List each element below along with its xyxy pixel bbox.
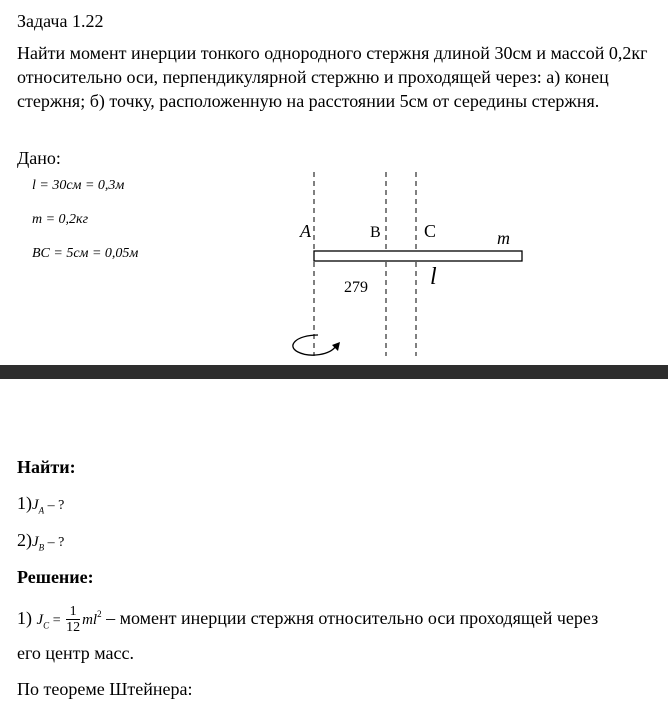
formula-mass: m = 0,2кг [32,212,89,227]
find-item-2-subscript: B [38,542,45,553]
label-point-a: A [300,221,311,241]
solution-line-1-text: – момент инерции стержня относительно оси проходящей через [101,608,599,628]
formula-length: l = 30см = 0,3м [32,178,125,193]
find-item-2-number: 2) [17,530,32,550]
find-item-1-subscript: A [38,505,45,516]
find-item-1-number: 1) [17,493,32,513]
solution-equals: = [49,613,65,628]
given-label: Дано: [17,148,61,168]
fraction-denominator: 12 [66,620,81,636]
solution-symbol-j: J [36,612,44,628]
steiner-theorem-label: По теореме Штейнера: [17,679,193,699]
solution-power: 2 [97,609,102,619]
solution-line-1-number: 1) [17,608,32,628]
label-mass: m [497,228,510,248]
page-separator [0,365,668,379]
find-item-1-symbol: J [32,497,39,513]
find-item-2 [17,528,64,560]
problem-statement: Найти момент инерции тонкого однородного стержня длиной 30см и массой 0,2кг относительно оси, перпендикулярной стержню и проходящей через: а) конец стержня; б) точку, расположенную на расстоянии 5см от середины стержня. [17,43,648,111]
find-item-2-question: – ? [44,535,65,550]
figure-number: 279 [344,279,368,296]
label-point-c: C [424,221,437,241]
find-item-1-question: – ? [44,498,65,513]
formula-bc: BC = 5см = 0,05м [32,246,139,261]
solution-label: Решение: [17,567,94,587]
solution-fraction [66,604,80,635]
solution-line-2: его центр масс. [17,643,134,663]
solution-line-1 [17,602,598,638]
fraction-numerator: 1 [66,604,80,620]
label-point-b: B [370,224,381,241]
rod-rect [314,251,522,261]
solution-ml: ml [82,612,98,628]
find-item-1 [17,491,64,523]
label-length: l [430,264,437,290]
find-label: Найти: [17,457,76,477]
find-item-2-symbol: J [32,534,39,550]
solution-subscript-c: C [43,620,50,631]
problem-title: Задача 1.22 [17,11,104,31]
